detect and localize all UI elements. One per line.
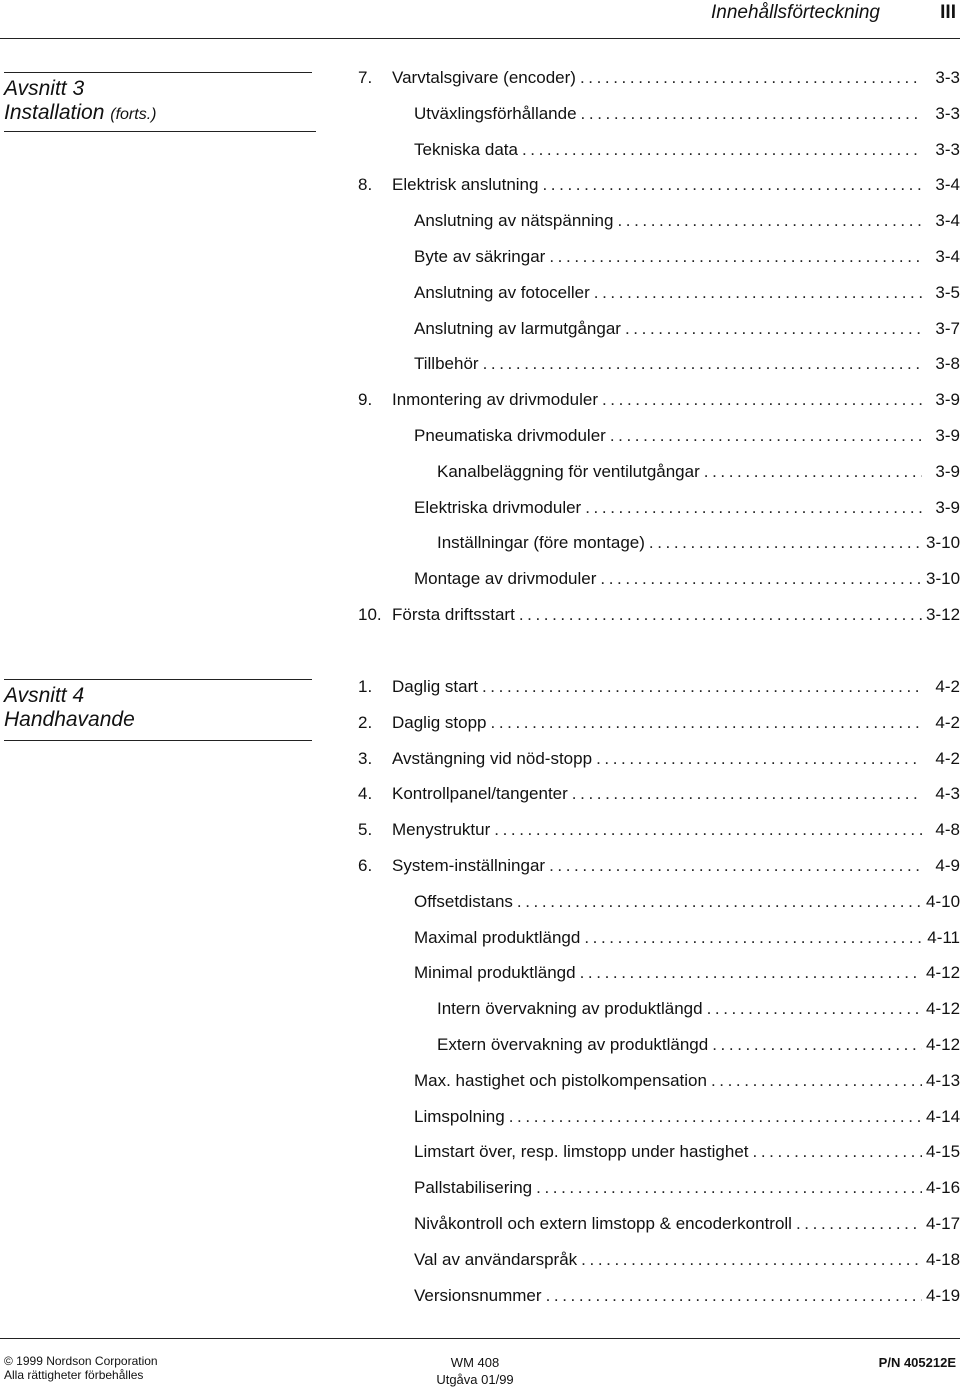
toc-entry[interactable]	[437, 461, 960, 483]
toc-entry[interactable]	[414, 568, 960, 590]
toc-entry-page: 4-12	[926, 1035, 960, 1054]
toc-entry-page: 3-3	[935, 68, 960, 87]
toc-dot-leader	[519, 604, 922, 626]
toc-entry[interactable]	[414, 891, 960, 913]
toc-entry-page: 3-4	[935, 175, 960, 194]
toc-entry[interactable]	[358, 783, 960, 805]
toc-dot-leader	[580, 67, 922, 89]
toc-dot-leader	[572, 783, 922, 805]
toc-entry-page: 3-5	[935, 283, 960, 302]
toc-entry-title: Kanalbeläggning för ventilutgångar	[437, 462, 700, 481]
toc-entry[interactable]	[358, 819, 960, 841]
toc-entry-title: Avstängning vid nöd-stopp	[392, 749, 593, 768]
toc-dot-leader	[549, 855, 922, 877]
toc-entry[interactable]	[358, 389, 960, 411]
toc-dot-leader	[494, 819, 922, 841]
section-3-subtitle-line	[4, 101, 312, 127]
toc-entry-title: Montage av drivmoduler	[414, 569, 597, 588]
footer-divider	[0, 1338, 960, 1339]
toc-entry[interactable]	[414, 282, 960, 304]
header-title: Innehållsförteckning	[711, 2, 880, 23]
toc-entry-page: 3-3	[935, 140, 960, 159]
section-3-label	[0, 73, 312, 131]
toc-entry[interactable]	[414, 210, 960, 232]
toc-entry-title: Offsetdistans	[414, 892, 513, 911]
toc-dot-leader	[581, 103, 922, 125]
toc-entry[interactable]	[414, 103, 960, 125]
toc-entry-page: 4-12	[926, 999, 960, 1018]
toc-entry-page: 4-14	[926, 1107, 960, 1126]
footer-part-number: P/N 405212E	[878, 1355, 956, 1370]
toc-entry[interactable]	[414, 425, 960, 447]
toc-entry-page: 4-8	[935, 820, 960, 839]
toc-dot-leader	[625, 318, 922, 340]
toc-entry[interactable]	[414, 927, 960, 949]
toc-entry-title: Elektriska drivmoduler	[414, 498, 582, 517]
toc-entry-page: 4-11	[927, 928, 960, 947]
toc-entry-title: Elektrisk anslutning	[392, 175, 539, 194]
toc-entry-title: Anslutning av nätspänning	[414, 211, 614, 230]
toc-dot-leader	[549, 246, 922, 268]
toc-dot-leader	[536, 1177, 922, 1199]
toc-dot-leader	[580, 962, 922, 984]
toc-dot-leader	[602, 389, 922, 411]
toc-entry[interactable]	[437, 532, 960, 554]
footer-copyright-block	[4, 1354, 158, 1382]
section-4-title: Avsnitt 4	[4, 684, 85, 707]
toc-dot-leader	[796, 1213, 922, 1235]
toc-entry[interactable]	[414, 962, 960, 984]
toc-entry[interactable]	[414, 1141, 960, 1163]
toc-entry-page: 3-9	[935, 390, 960, 409]
toc-entry-page: 4-16	[926, 1178, 960, 1197]
toc-entry[interactable]	[358, 174, 960, 196]
toc-entry-page: 4-17	[926, 1214, 960, 1233]
toc-entry-page: 4-10	[926, 892, 960, 911]
toc-entry[interactable]	[437, 1034, 960, 1056]
toc-entry-title: Inställningar (före montage)	[437, 533, 645, 552]
toc-dot-leader	[581, 1249, 922, 1271]
toc-entry-page: 4-15	[926, 1142, 960, 1161]
toc-entry-title: Max. hastighet och pistolkompensation	[414, 1071, 707, 1090]
toc-entry-page: 3-10	[926, 533, 960, 552]
toc-entry-title: Limspolning	[414, 1107, 505, 1126]
footer-copyright: © 1999 Nordson Corporation	[4, 1354, 158, 1368]
toc-entry-number: 2.	[358, 713, 373, 732]
toc-entry-title: Limstart över, resp. limstopp under hastighet	[414, 1142, 749, 1161]
toc-entry[interactable]	[358, 604, 960, 626]
toc-entry-number: 6.	[358, 856, 373, 875]
toc-entry-number: 3.	[358, 749, 373, 768]
toc-entry-number: 10.	[358, 605, 382, 624]
toc-entry-page: 4-19	[926, 1286, 960, 1305]
toc-entry-page: 4-3	[935, 784, 960, 803]
toc-dot-leader	[483, 353, 922, 375]
toc-entry-title: Val av användarspråk	[414, 1250, 578, 1269]
toc-entry[interactable]	[414, 246, 960, 268]
toc-entry-title: Intern övervakning av produktlängd	[437, 999, 703, 1018]
toc-dot-leader	[546, 1285, 922, 1307]
toc-entry-page: 4-9	[935, 856, 960, 875]
toc-entry[interactable]	[358, 67, 960, 89]
toc-entry-title: Utväxlingsförhållande	[414, 104, 577, 123]
section-3-heading	[0, 72, 312, 132]
toc-entry-page: 3-9	[935, 426, 960, 445]
toc-dot-leader	[594, 282, 922, 304]
toc-entry[interactable]	[414, 353, 960, 375]
toc-entry-page: 3-9	[935, 498, 960, 517]
toc-entry-title: Minimal produktlängd	[414, 963, 576, 982]
toc-entry-number: 1.	[358, 677, 373, 696]
toc-entry-page: 3-4	[935, 247, 960, 266]
toc-dot-leader	[509, 1106, 922, 1128]
toc-dot-leader	[712, 1034, 922, 1056]
section-4-label	[0, 680, 312, 740]
toc-entry-title: Varvtalsgivare (encoder)	[392, 68, 576, 87]
toc-entry-page: 3-9	[935, 462, 960, 481]
footer-document-block	[420, 1354, 530, 1388]
toc-entry-title: Kontrollpanel/tangenter	[392, 784, 568, 803]
footer-rights: Alla rättigheter förbehålles	[4, 1368, 144, 1382]
toc-entry[interactable]	[414, 1106, 960, 1128]
section-4-subtitle: Handhavande	[4, 708, 135, 731]
toc-dot-leader	[649, 532, 922, 554]
toc-entry[interactable]	[414, 497, 960, 519]
section-4-heading	[0, 679, 312, 741]
toc-entry-number: 8.	[358, 175, 373, 194]
toc-entry[interactable]	[414, 1070, 960, 1092]
toc-dot-leader	[707, 998, 922, 1020]
toc-dot-leader	[704, 461, 922, 483]
toc-entry-title: Pneumatiska drivmoduler	[414, 426, 606, 445]
toc-dot-leader	[753, 1141, 923, 1163]
toc-entry-page: 3-12	[926, 605, 960, 624]
section-3-bottom-rule	[4, 131, 316, 132]
toc-entry[interactable]	[414, 1213, 960, 1235]
toc-entry-page: 3-10	[926, 569, 960, 588]
toc-dot-leader	[585, 497, 922, 519]
toc-entry-number: 7.	[358, 68, 373, 87]
toc-entry-page: 3-7	[935, 319, 960, 338]
toc-entry-title: Menystruktur	[392, 820, 491, 839]
toc-dot-leader	[491, 712, 922, 734]
header-divider	[0, 38, 960, 39]
toc-entry[interactable]	[358, 855, 960, 877]
toc-entry-title: Tillbehör	[414, 354, 479, 373]
toc-entry-title: Byte av säkringar	[414, 247, 546, 266]
toc-entry-title: Första driftsstart	[392, 605, 515, 624]
toc-dot-leader	[482, 676, 922, 698]
toc-entry[interactable]	[414, 318, 960, 340]
toc-entry[interactable]	[358, 712, 960, 734]
toc-dot-leader	[617, 210, 922, 232]
toc-entry-page: 4-18	[926, 1250, 960, 1269]
toc-entry[interactable]	[414, 139, 960, 161]
toc-entry-title: Anslutning av fotoceller	[414, 283, 590, 302]
toc-dot-leader	[542, 174, 922, 196]
footer-edition: Utgåva 01/99	[436, 1372, 514, 1387]
toc-entry-page: 4-12	[926, 963, 960, 982]
toc-entry-title: Daglig start	[392, 677, 478, 696]
toc-entry[interactable]	[414, 1285, 960, 1307]
toc-entry-title: System-inställningar	[392, 856, 546, 875]
toc-entry-page: 3-3	[935, 104, 960, 123]
toc-entry-title: Versionsnummer	[414, 1286, 542, 1305]
toc-entry-page: 4-2	[935, 713, 960, 732]
toc-entry-title: Tekniska data	[414, 140, 518, 159]
toc-entry-number: 9.	[358, 390, 373, 409]
toc-entry-title: Anslutning av larmutgångar	[414, 319, 621, 338]
toc-entry[interactable]	[358, 748, 960, 770]
toc-entry-title: Inmontering av drivmoduler	[392, 390, 598, 409]
toc-entry-page: 4-2	[935, 749, 960, 768]
toc-entry-number: 4.	[358, 784, 373, 803]
section-3-subtitle-suffix: (forts.)	[110, 106, 157, 123]
toc-entry-page: 4-13	[926, 1071, 960, 1090]
section-3-subtitle: Installation	[4, 101, 105, 124]
toc-entry-title: Daglig stopp	[392, 713, 487, 732]
toc-entry-number: 5.	[358, 820, 373, 839]
toc-dot-leader	[596, 748, 922, 770]
toc-dot-leader	[610, 425, 922, 447]
toc-entry-title: Pallstabilisering	[414, 1178, 533, 1197]
section-4-bottom-rule	[4, 740, 312, 741]
toc-entry-page: 3-4	[935, 211, 960, 230]
toc-entry[interactable]	[437, 998, 960, 1020]
toc-entry-page: 4-2	[935, 677, 960, 696]
toc-dot-leader	[517, 891, 922, 913]
toc-dot-leader	[522, 139, 922, 161]
toc-entry[interactable]	[414, 1249, 960, 1271]
toc-entry-title: Nivåkontroll och extern limstopp & encoderkontroll	[414, 1214, 792, 1233]
toc-dot-leader	[600, 568, 922, 590]
toc-dot-leader	[711, 1070, 922, 1092]
toc-entry-title: Extern övervakning av produktlängd	[437, 1035, 709, 1054]
header-page-number: III	[940, 2, 956, 23]
section-3-title: Avsnitt 3	[4, 77, 85, 100]
toc-entry-page: 3-8	[935, 354, 960, 373]
footer-document-id: WM 408	[450, 1355, 500, 1370]
toc-entry-title: Maximal produktlängd	[414, 928, 581, 947]
toc-dot-leader	[584, 927, 922, 949]
toc-entry[interactable]	[414, 1177, 960, 1199]
toc-entry[interactable]	[358, 676, 960, 698]
